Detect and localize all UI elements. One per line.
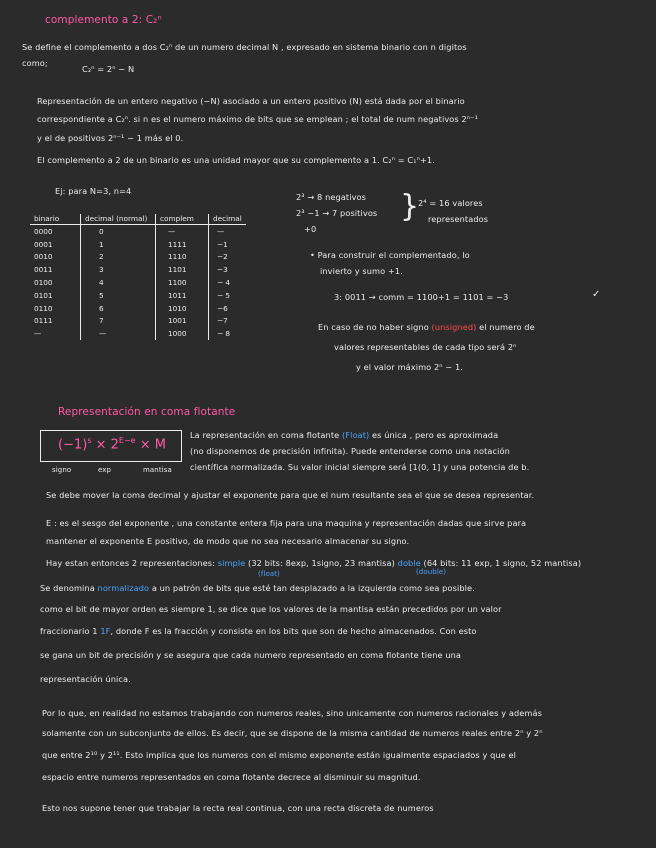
section2-p5-line4: espacio entre numeros representados en coma flotante decrece al disminuir su magnitud.	[42, 772, 421, 782]
section1-p1-line1: Se define el complemento a dos C₂ⁿ de un numero decimal N , expresado en sistema binario con n digitos	[22, 42, 467, 52]
1f-highlight: 1F	[100, 626, 111, 636]
section2-p1-line3: científica normalizada. Su valor inicial siempre será [1(0, 1] y una potencia de b.	[190, 462, 530, 472]
section2-p1-line4: Se debe mover la coma decimal y ajustar el exponente para que el num resultante sea el que se desea representar.	[46, 490, 535, 500]
table-cell: 0101	[34, 290, 53, 300]
table-cell: 5	[81, 289, 156, 302]
section1-title: complemento a 2: C₂ⁿ	[45, 14, 162, 26]
table-cell: —	[156, 225, 209, 238]
table-cell: 3	[81, 263, 156, 276]
table-row	[30, 251, 246, 264]
label-mantisa: mantisa	[143, 466, 172, 474]
table-cell: −7	[209, 315, 246, 328]
section2-p5-line3: que entre 2¹⁰ y 2¹¹. Esto implica que los numeros con el mismo exponente están igualmente espaciados y que el	[42, 750, 517, 760]
double-note: (double)	[416, 568, 447, 576]
table-cell: 0010	[34, 252, 53, 262]
table-header: binario	[30, 214, 81, 225]
unsigned-note-line1	[318, 322, 535, 333]
table-row	[30, 276, 246, 289]
label-exp: exp	[98, 466, 112, 474]
table-row	[30, 263, 246, 276]
table-header: decimal (normal)	[81, 214, 156, 225]
section2-p1-line2: (no disponemos de precisión infinita). Puede entenderse como una notación	[190, 446, 510, 456]
table-cell: 1011	[156, 289, 209, 302]
unsigned-note-line3: y el valor máximo 2ⁿ − 1.	[356, 362, 464, 372]
section2-p5-line1: Por lo que, en realidad no estamos trabajando con numeros reales, sino unicamente con numeros racionales y además	[42, 708, 542, 718]
table-cell: 1111	[156, 238, 209, 251]
table-cell: 1010	[156, 302, 209, 315]
bullet-line-1: • Para construir el complementado, lo	[310, 250, 470, 260]
section1-p3: El complemento a 2 de un binario es una unidad mayor que su complemento a 1. C₂ⁿ = C₁ⁿ+1.	[37, 155, 435, 165]
table-row	[30, 225, 246, 238]
side-note-5: representados	[428, 214, 489, 224]
table-cell: −6	[209, 302, 246, 315]
section1-p2-line3: y el de positivos 2ⁿ⁻¹ − 1 más el 0.	[37, 133, 184, 143]
table-row	[30, 315, 246, 328]
section1-p2-line2: correspondiente a C₂ⁿ. si n es el numero máximo de bits que se emplean ; el total de num negativos 2ⁿ⁻¹	[37, 114, 478, 124]
table-cell: —	[81, 327, 156, 340]
table-row	[30, 302, 246, 315]
unsigned-note-a: En caso de no haber signo	[318, 322, 432, 332]
section2-p1-line1: La representación en coma flotante (Float) es única , pero es aproximada	[190, 430, 499, 440]
table-cell: 0	[81, 225, 156, 238]
section2-p3: Hay estan entonces 2 representaciones: simple (32 bits: 8exp, 1signo, 23 mantisa) doble (64 bits: 11 exp, 1 signo, 52 mantisa)	[46, 558, 582, 568]
section1-formula: C₂ⁿ = 2ⁿ − N	[82, 64, 135, 74]
section2-p4-line4: se gana un bit de precisión y se asegura que cada numero representado en coma flotante tiene una	[40, 650, 462, 660]
table-cell: 0110	[34, 303, 53, 313]
normalizado-highlight: normalizado	[97, 583, 150, 593]
side-note-3: +0	[304, 224, 317, 234]
table-cell: 1110	[156, 251, 209, 264]
table-row	[30, 238, 246, 251]
section2-p2-line1: E : es el sesgo del exponente , una constante entera fija para una maquina y representación dadas que sirve para	[46, 518, 527, 528]
table-cell: 7	[81, 315, 156, 328]
table-cell: 0001	[34, 239, 53, 249]
table-cell: −2	[209, 251, 246, 264]
table-cell: 1101	[156, 263, 209, 276]
table-cell: 4	[81, 276, 156, 289]
table-row	[30, 289, 246, 302]
doble-highlight: doble	[397, 558, 421, 568]
table-cell: −1	[209, 238, 246, 251]
table-cell: − 4	[209, 276, 246, 289]
unsigned-highlight: (unsigned)	[431, 322, 477, 332]
complement-example: 3: 0011 → comm = 1100+1 = 1101 = −3	[334, 292, 509, 302]
float-highlight: (Float)	[342, 430, 370, 440]
curly-brace-icon: }	[400, 189, 420, 224]
table-cell: 0100	[34, 278, 53, 288]
float-note: (float)	[258, 570, 280, 578]
bullet-line-2: invierto y sumo +1.	[320, 266, 403, 276]
section2-p4-line1: Se denomina normalizado a un patrón de bits que esté tan desplazado a la izquierda como sea posible.	[40, 583, 475, 593]
table-header: decimal	[209, 214, 246, 225]
table-cell: 6	[81, 302, 156, 315]
unsigned-note-c: el numero de	[476, 322, 535, 332]
table-cell: 1	[81, 238, 156, 251]
binary-table	[30, 214, 246, 340]
section2-p4-line3: fraccionario 1 1F, donde F es la fracción y consiste en los bits que son de hecho almacenados. Con esto	[40, 626, 477, 636]
simple-highlight: simple	[217, 558, 246, 568]
section2-p4-line5: representación única.	[40, 674, 131, 684]
section1-p1-line2: como;	[22, 58, 48, 68]
table-cell: − 5	[209, 289, 246, 302]
section2-title: Representación en coma flotante	[58, 406, 236, 418]
side-note-1: 2³ → 8 negativos	[296, 192, 367, 202]
side-note-4: 2⁴ = 16 valores	[418, 198, 483, 208]
example-label: Ej: para N=3, n=4	[55, 186, 132, 196]
table-cell: 0000	[34, 226, 53, 236]
label-signo: signo	[52, 466, 72, 474]
section2-p4-line2: como el bit de mayor orden es siempre 1, se dice que los valores de la mantisa están precedidos por un valor	[40, 604, 502, 614]
table-header-row	[30, 214, 246, 225]
table-row	[30, 327, 246, 340]
section1-p2-line1: Representación de un entero negativo (−N) asociado a un entero positivo (N) está dada por el binario	[37, 96, 465, 106]
table-cell: −3	[209, 263, 246, 276]
table-cell: 1001	[156, 315, 209, 328]
unsigned-note-line2: valores representables de cada tipo será 2ⁿ	[334, 342, 517, 352]
float-formula: $(-1)^s \times 2^{E-e} \times M$	[58, 436, 166, 453]
section2-p2-line2: mantener el exponente E positivo, de modo que no sea necesario almacenar su signo.	[46, 536, 410, 546]
section2-p6: Esto nos supone tener que trabajar la recta real continua, con una recta discreta de numeros	[42, 803, 434, 813]
table-cell: —	[34, 329, 42, 339]
checkmark-icon: ✓	[592, 289, 601, 300]
side-note-2: 2³ −1 → 7 positivos	[296, 208, 378, 218]
table-cell: 2	[81, 251, 156, 264]
table-cell: 1000	[156, 327, 209, 340]
section2-p5-line2: solamente con un subconjunto de ellos. Es decir, que se dispone de la misma cantidad de numeros reales entre 2ⁿ y 2ⁿ	[42, 728, 543, 738]
table-header: complem	[156, 214, 209, 225]
table-cell: 0011	[34, 265, 53, 275]
table-cell: 1100	[156, 276, 209, 289]
table-cell: − 8	[209, 327, 246, 340]
table-cell: —	[209, 225, 246, 238]
table-cell: 0111	[34, 316, 53, 326]
